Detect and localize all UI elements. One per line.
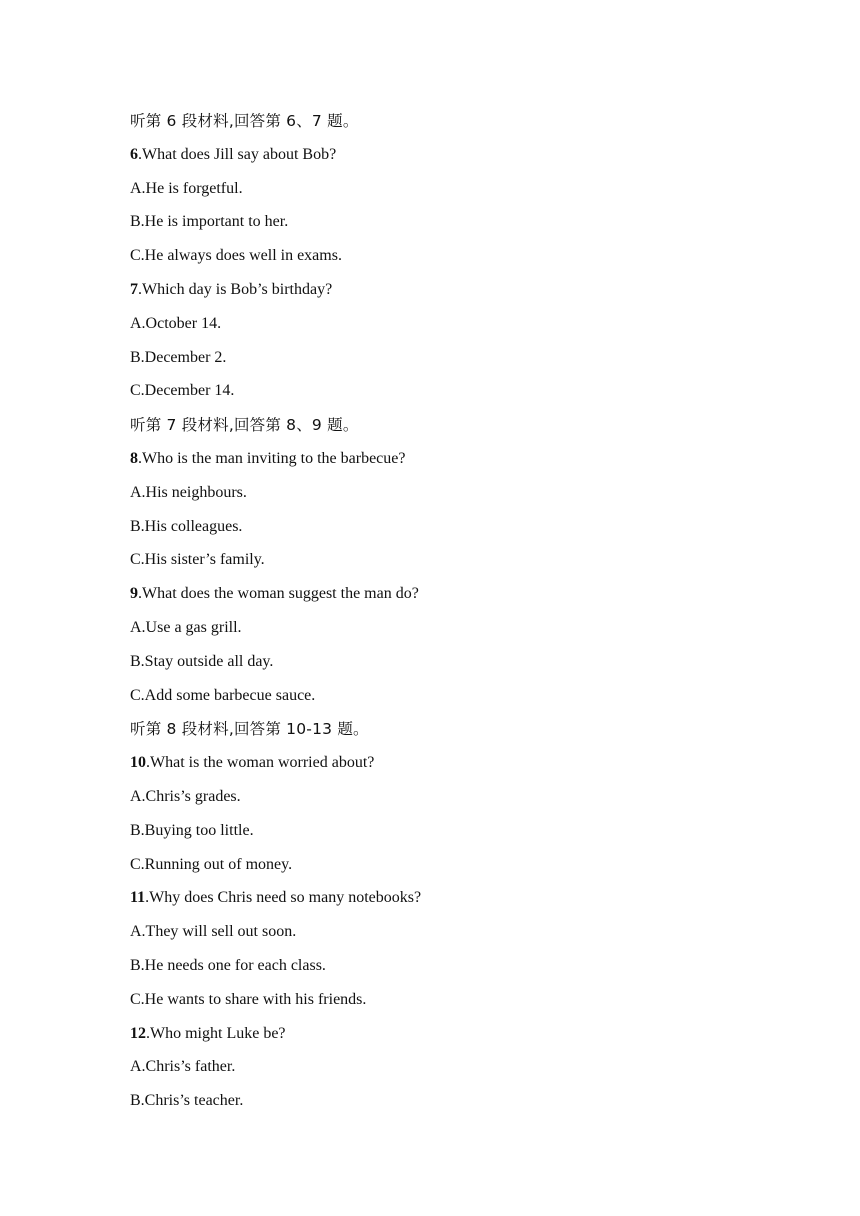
- question-number: 11: [130, 889, 146, 907]
- option-b: B.December 2.: [130, 348, 227, 366]
- question-text: .What does the woman suggest the man do?: [138, 585, 419, 603]
- option-c: C.He wants to share with his friends.: [130, 990, 367, 1008]
- question-text: .Who might Luke be?: [146, 1024, 286, 1042]
- option-b: B.Buying too little.: [130, 821, 254, 839]
- option-a: A.His neighbours.: [130, 483, 247, 501]
- question-number: 8: [130, 449, 138, 467]
- question-number: 12: [130, 1024, 146, 1042]
- question-number: 6: [130, 145, 138, 163]
- question-11: [130, 886, 770, 920]
- option-a: A.He is forgetful.: [130, 179, 243, 197]
- question-9: [130, 582, 770, 616]
- section-heading: 听第 6 段材料,回答第 6、7 题。: [130, 112, 359, 130]
- option-b: B.He is important to her.: [130, 213, 289, 231]
- question-text: .Which day is Bob’s birthday?: [138, 280, 333, 298]
- question-text: .Who is the man inviting to the barbecue?: [138, 449, 406, 467]
- question-8: [130, 447, 770, 481]
- question-number: 10: [130, 754, 146, 772]
- option-a: A.They will sell out soon.: [130, 923, 297, 941]
- option-b: B.Stay outside all day.: [130, 652, 274, 670]
- question-10: [130, 751, 770, 785]
- option-c: C.December 14.: [130, 382, 235, 400]
- option-a: A.Chris’s father.: [130, 1058, 236, 1076]
- question-text: .What does Jill say about Bob?: [138, 145, 337, 163]
- option-c: C.Running out of money.: [130, 855, 293, 873]
- option-b: B.Chris’s teacher.: [130, 1092, 244, 1110]
- section-heading: 听第 8 段材料,回答第 10-13 题。: [130, 720, 369, 739]
- option-a: A.October 14.: [130, 314, 222, 332]
- option-a: A.Chris’s grades.: [130, 787, 241, 805]
- question-12: [130, 1022, 770, 1056]
- question-6: [130, 143, 770, 177]
- option-b: B.His colleagues.: [130, 517, 243, 535]
- option-c: C.Add some barbecue sauce.: [130, 686, 316, 704]
- question-text: .What is the woman worried about?: [146, 754, 375, 772]
- option-a: A.Use a gas grill.: [130, 618, 242, 636]
- option-c: C.He always does well in exams.: [130, 247, 342, 265]
- question-number: 9: [130, 585, 138, 603]
- option-c: C.His sister’s family.: [130, 551, 265, 569]
- section-heading: 听第 7 段材料,回答第 8、9 题。: [130, 416, 359, 435]
- listening-questions: [130, 109, 770, 1123]
- question-number: 7: [130, 280, 138, 298]
- question-text: .Why does Chris need so many notebooks?: [145, 889, 422, 907]
- question-7: [130, 278, 770, 312]
- option-b: B.He needs one for each class.: [130, 956, 326, 974]
